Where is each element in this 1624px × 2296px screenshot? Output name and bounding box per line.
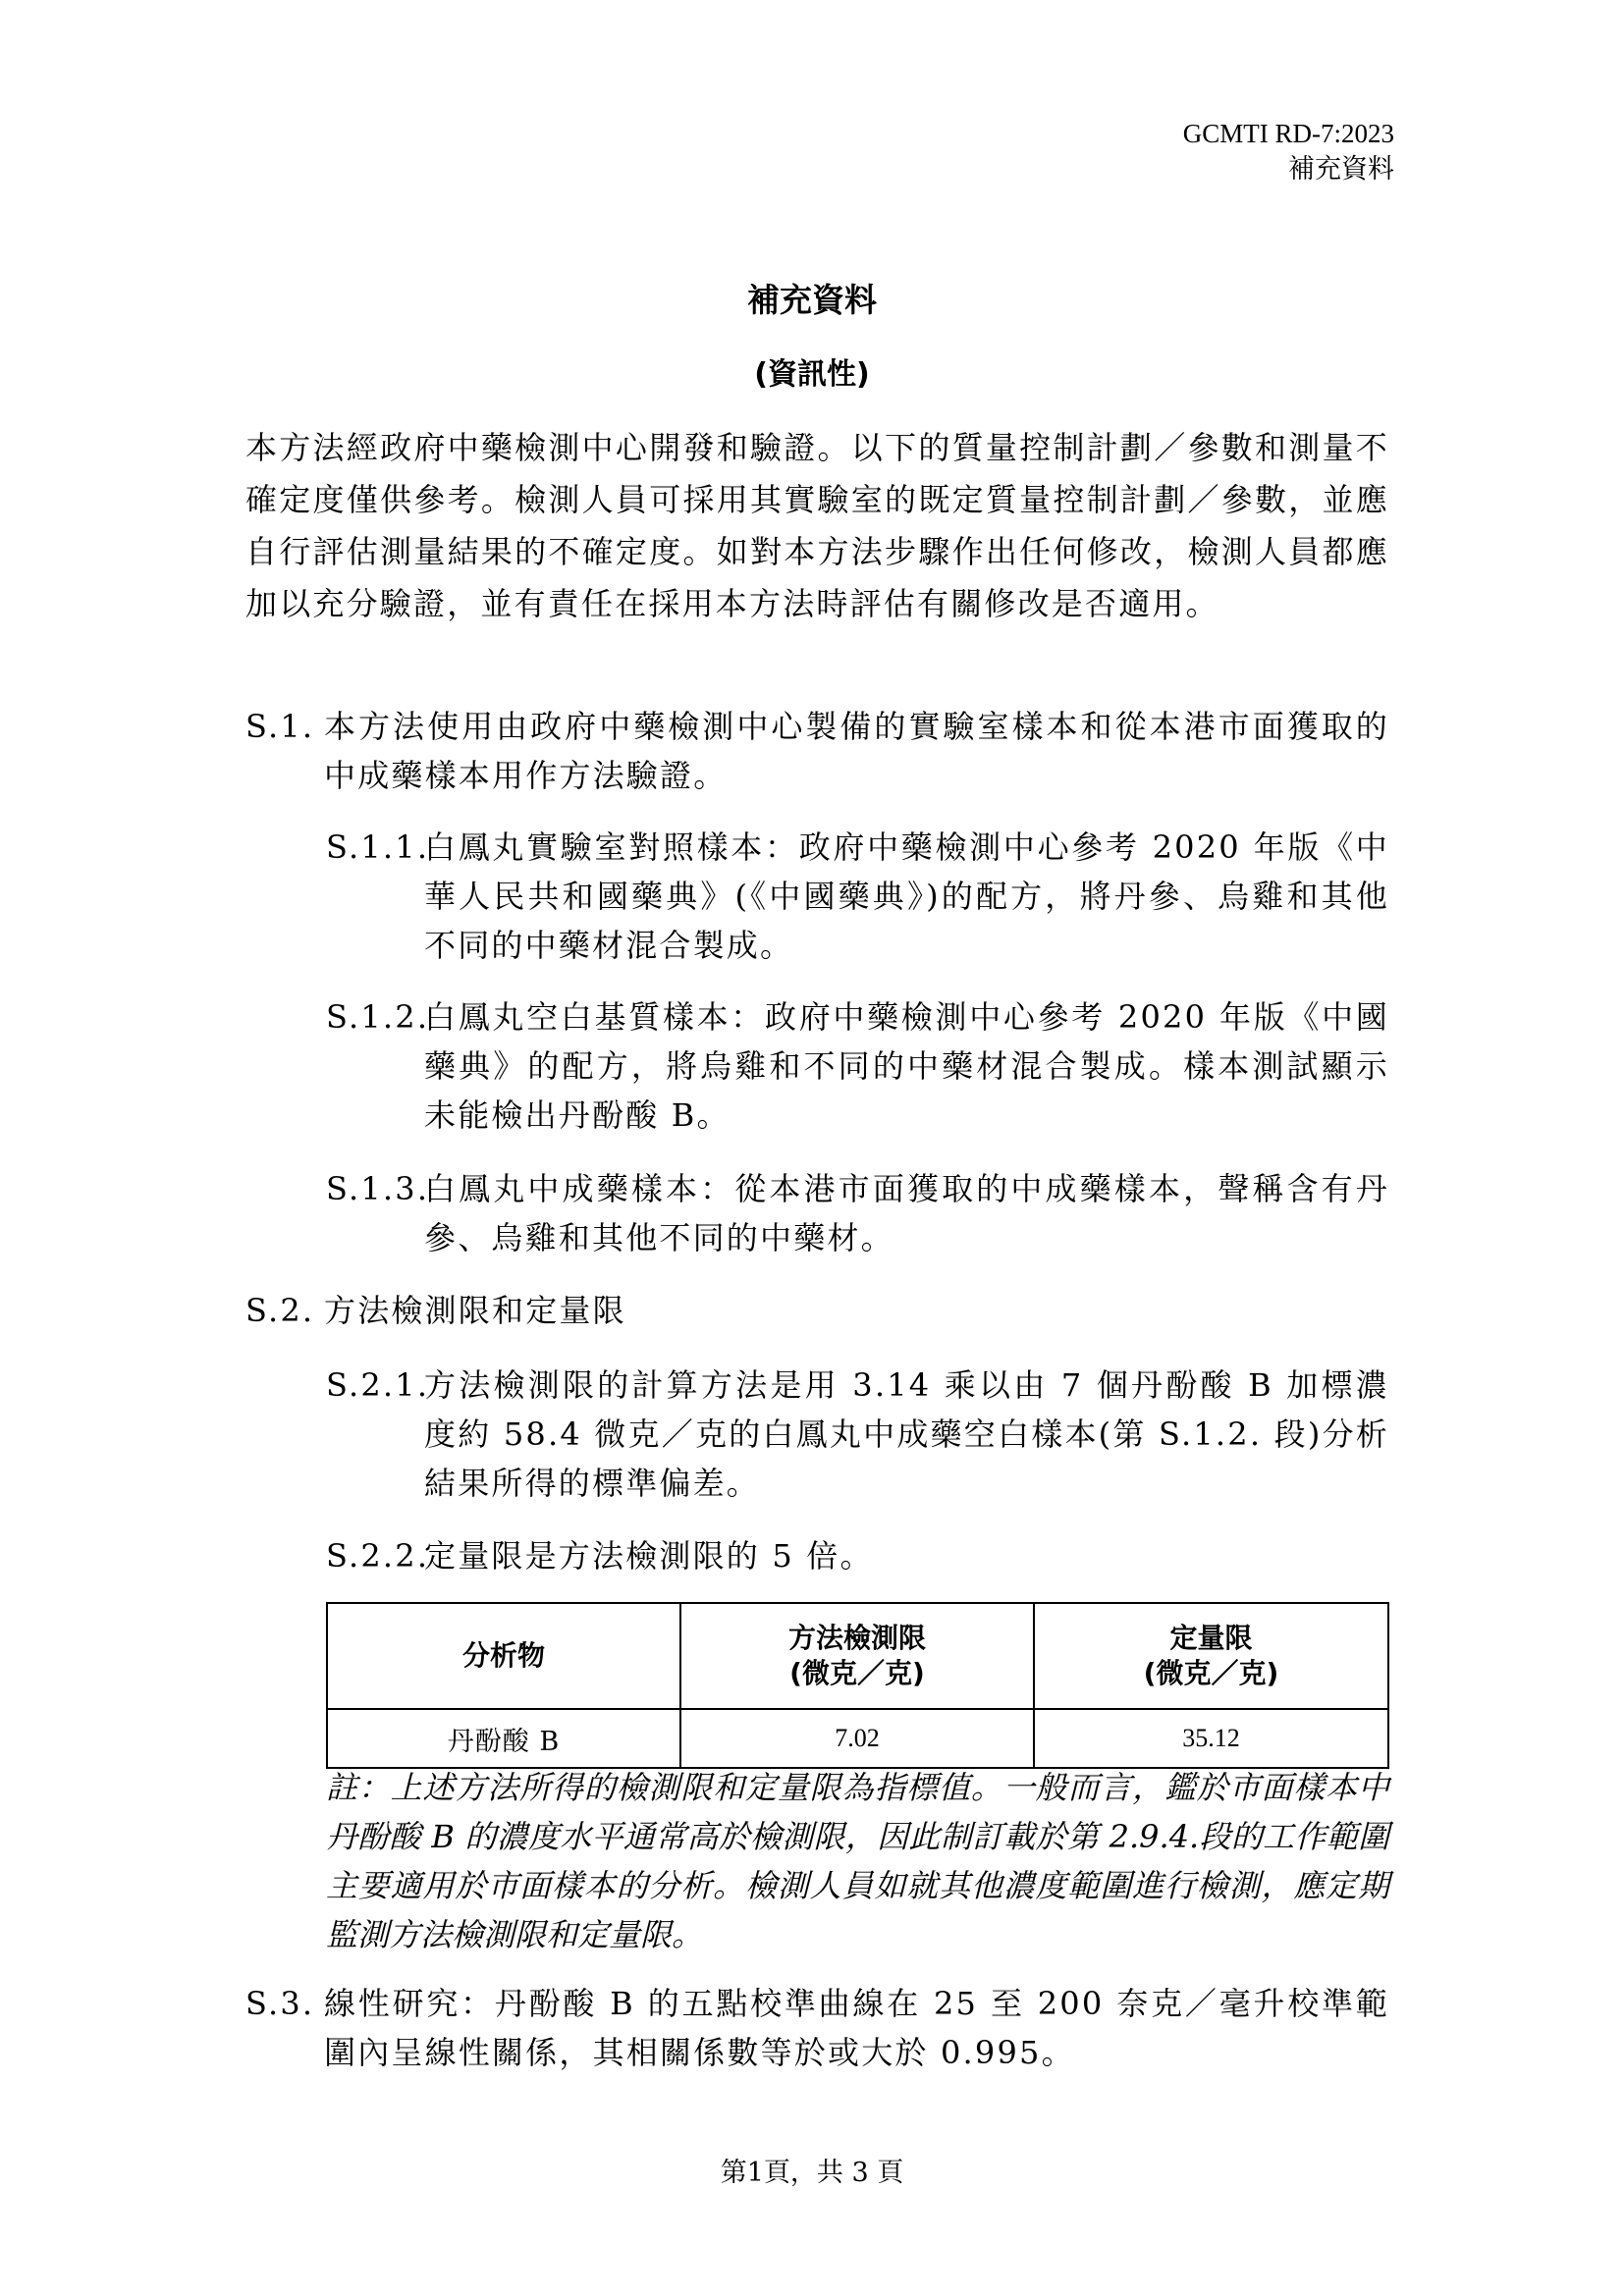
detection-limit-table bbox=[326, 1602, 1389, 1769]
header-line: 定量限 bbox=[1169, 1622, 1253, 1654]
section-s1-1 bbox=[326, 823, 1389, 970]
section-text: 白鳳丸中成藥樣本：從本港市面獲取的中成藥樣本，聲稱含有丹參、烏雞和其他不同的中藥材。 bbox=[424, 1170, 1389, 1256]
doc-code: GCMTI RD-7:2023 bbox=[1182, 119, 1394, 148]
header-line: 方法檢測限 bbox=[787, 1622, 926, 1654]
section-s2 bbox=[245, 1286, 1389, 1335]
table-cell-lod: 7.02 bbox=[680, 1709, 1034, 1768]
section-number: S.2.2. bbox=[326, 1537, 430, 1575]
header-unit: (微克／克) bbox=[1143, 1657, 1279, 1689]
section-number: S.2. bbox=[245, 1292, 315, 1329]
table-cell-loq: 35.12 bbox=[1034, 1709, 1388, 1768]
table-header-cell bbox=[680, 1603, 1034, 1709]
section-s1-2 bbox=[326, 992, 1389, 1140]
section-s1 bbox=[245, 702, 1389, 800]
table-row bbox=[327, 1709, 1388, 1768]
section-text: 白鳳丸空白基質樣本：政府中藥檢測中心參考 2020 年版《中國藥典》的配方，將烏雞和不同的中藥材混合製成。樣本測試顯示未能檢出丹酚酸 B。 bbox=[424, 998, 1389, 1134]
section-text: 方法檢測限的計算方法是用 3.14 乘以由 7 個丹酚酸 B 加標濃度約 58.4 微克／克的白鳳丸中成藥空白樣本(第 S.1.2. 段)分析結果所得的標準偏差。 bbox=[424, 1366, 1389, 1502]
page-footer: 第1頁，共 3 頁 bbox=[720, 2158, 904, 2188]
section-s2-1 bbox=[326, 1361, 1389, 1508]
header-section-label: 補充資料 bbox=[1288, 154, 1394, 184]
section-text: 方法檢測限和定量限 bbox=[324, 1292, 626, 1329]
header-line: 分析物 bbox=[461, 1639, 545, 1672]
section-number: S.1.2. bbox=[326, 998, 430, 1036]
section-number: S.1.3. bbox=[326, 1170, 430, 1207]
page-header bbox=[1183, 116, 1394, 187]
section-s3 bbox=[245, 1979, 1389, 2077]
section-number: S.1.1. bbox=[326, 828, 430, 866]
table-cell-analyte: 丹酚酸 B bbox=[327, 1709, 680, 1768]
section-text: 本方法使用由政府中藥檢測中心製備的實驗室樣本和從本港市面獲取的中成藥樣本用作方法驗證。 bbox=[324, 708, 1389, 794]
table-header-cell bbox=[1034, 1603, 1388, 1709]
section-s1-3 bbox=[326, 1164, 1389, 1262]
page-subtitle: (資訊性) bbox=[754, 357, 870, 392]
table-note: 註：上述方法所得的檢測限和定量限為指標值。一般而言，鑑於市面樣本中丹酚酸 B 的濃度水平通常高於檢測限，因此制訂載於第 2.9.4.段的工作範圍主要適用於市面樣本的分析。檢測人員如就其他濃度範圍進行檢測，應定期監測方法檢測限和定量限。 bbox=[326, 1769, 1389, 1953]
section-number: S.1. bbox=[245, 708, 315, 745]
table-header-cell bbox=[327, 1603, 680, 1709]
section-text: 定量限是方法檢測限的 5 倍。 bbox=[424, 1537, 874, 1575]
header-unit: (微克／克) bbox=[789, 1657, 925, 1689]
section-s2-2 bbox=[326, 1531, 1389, 1580]
table-header-row bbox=[327, 1603, 1388, 1709]
section-text: 線性研究：丹酚酸 B 的五點校準曲線在 25 至 200 奈克／毫升校準範圍內呈線性關係，其相關係數等於或大於 0.995。 bbox=[324, 1985, 1389, 2071]
section-text: 白鳳丸實驗室對照樣本：政府中藥檢測中心參考 2020 年版《中華人民共和國藥典》(《中國藥典》)的配方，將丹參、烏雞和其他不同的中藥材混合製成。 bbox=[424, 828, 1389, 964]
page-title: 補充資料 bbox=[747, 281, 877, 319]
section-number: S.3. bbox=[245, 1985, 315, 2022]
intro-paragraph: 本方法經政府中藥檢測中心開發和驗證。以下的質量控制計劃／參數和測量不確定度僅供參考。檢測人員可採用其實驗室的既定質量控制計劃／參數，並應自行評估測量結果的不確定度。如對本方法步驟作出任何修改，檢測人員都應加以充分驗證，並有責任在採用本方法時評估有關修改是否適用。 bbox=[245, 429, 1389, 622]
section-number: S.2.1. bbox=[326, 1366, 430, 1404]
